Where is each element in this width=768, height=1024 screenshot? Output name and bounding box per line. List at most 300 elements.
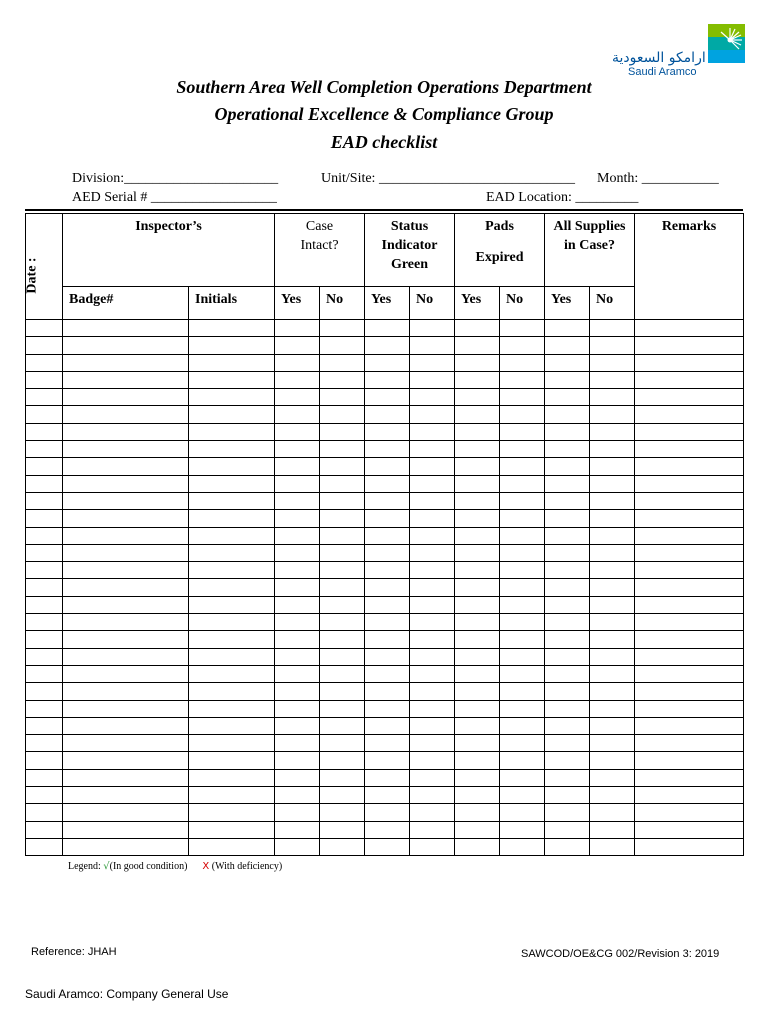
date-cell[interactable] bbox=[26, 562, 63, 579]
supplies-no-cell[interactable] bbox=[590, 354, 635, 371]
status-yes-cell[interactable] bbox=[365, 406, 410, 423]
initials-cell[interactable] bbox=[189, 441, 275, 458]
badge-cell[interactable] bbox=[63, 821, 189, 838]
unit-site-field[interactable]: Unit/Site: ____________________________ bbox=[321, 171, 575, 186]
badge-cell[interactable] bbox=[63, 354, 189, 371]
status-no-cell[interactable] bbox=[410, 804, 455, 821]
month-field[interactable]: Month: ___________ bbox=[597, 171, 719, 186]
status-no-cell[interactable] bbox=[410, 527, 455, 544]
status-no-cell[interactable] bbox=[410, 631, 455, 648]
pads-no-cell[interactable] bbox=[500, 665, 545, 682]
case-yes-cell[interactable] bbox=[275, 320, 320, 337]
badge-cell[interactable] bbox=[63, 458, 189, 475]
date-cell[interactable] bbox=[26, 510, 63, 527]
supplies-no-cell[interactable] bbox=[590, 562, 635, 579]
initials-cell[interactable] bbox=[189, 510, 275, 527]
badge-cell[interactable] bbox=[63, 648, 189, 665]
supplies-yes-cell[interactable] bbox=[545, 717, 590, 734]
date-cell[interactable] bbox=[26, 683, 63, 700]
case-yes-cell[interactable] bbox=[275, 821, 320, 838]
remarks-cell[interactable] bbox=[635, 717, 744, 734]
initials-cell[interactable] bbox=[189, 804, 275, 821]
pads-no-cell[interactable] bbox=[500, 441, 545, 458]
supplies-yes-cell[interactable] bbox=[545, 527, 590, 544]
remarks-cell[interactable] bbox=[635, 320, 744, 337]
pads-no-cell[interactable] bbox=[500, 320, 545, 337]
date-cell[interactable] bbox=[26, 787, 63, 804]
badge-cell[interactable] bbox=[63, 475, 189, 492]
status-no-cell[interactable] bbox=[410, 700, 455, 717]
supplies-no-cell[interactable] bbox=[590, 492, 635, 509]
supplies-yes-cell[interactable] bbox=[545, 683, 590, 700]
status-no-cell[interactable] bbox=[410, 752, 455, 769]
status-yes-cell[interactable] bbox=[365, 596, 410, 613]
initials-cell[interactable] bbox=[189, 631, 275, 648]
case-yes-cell[interactable] bbox=[275, 787, 320, 804]
case-yes-cell[interactable] bbox=[275, 614, 320, 631]
remarks-cell[interactable] bbox=[635, 769, 744, 786]
remarks-cell[interactable] bbox=[635, 752, 744, 769]
status-yes-cell[interactable] bbox=[365, 769, 410, 786]
status-no-cell[interactable] bbox=[410, 648, 455, 665]
case-no-cell[interactable] bbox=[320, 510, 365, 527]
date-cell[interactable] bbox=[26, 527, 63, 544]
badge-cell[interactable] bbox=[63, 683, 189, 700]
supplies-yes-cell[interactable] bbox=[545, 769, 590, 786]
status-yes-cell[interactable] bbox=[365, 544, 410, 561]
supplies-yes-cell[interactable] bbox=[545, 423, 590, 440]
badge-cell[interactable] bbox=[63, 596, 189, 613]
case-yes-cell[interactable] bbox=[275, 648, 320, 665]
supplies-no-cell[interactable] bbox=[590, 389, 635, 406]
status-yes-cell[interactable] bbox=[365, 717, 410, 734]
supplies-yes-cell[interactable] bbox=[545, 441, 590, 458]
initials-cell[interactable] bbox=[189, 389, 275, 406]
supplies-no-cell[interactable] bbox=[590, 320, 635, 337]
supplies-yes-cell[interactable] bbox=[545, 544, 590, 561]
pads-no-cell[interactable] bbox=[500, 787, 545, 804]
date-cell[interactable] bbox=[26, 596, 63, 613]
supplies-yes-cell[interactable] bbox=[545, 562, 590, 579]
date-cell[interactable] bbox=[26, 614, 63, 631]
date-cell[interactable] bbox=[26, 717, 63, 734]
pads-no-cell[interactable] bbox=[500, 769, 545, 786]
date-cell[interactable] bbox=[26, 735, 63, 752]
initials-cell[interactable] bbox=[189, 354, 275, 371]
badge-cell[interactable] bbox=[63, 371, 189, 388]
pads-yes-cell[interactable] bbox=[455, 665, 500, 682]
initials-cell[interactable] bbox=[189, 406, 275, 423]
remarks-cell[interactable] bbox=[635, 648, 744, 665]
status-no-cell[interactable] bbox=[410, 475, 455, 492]
pads-yes-cell[interactable] bbox=[455, 320, 500, 337]
remarks-cell[interactable] bbox=[635, 787, 744, 804]
case-no-cell[interactable] bbox=[320, 631, 365, 648]
pads-no-cell[interactable] bbox=[500, 458, 545, 475]
status-yes-cell[interactable] bbox=[365, 735, 410, 752]
date-cell[interactable] bbox=[26, 337, 63, 354]
supplies-no-cell[interactable] bbox=[590, 441, 635, 458]
date-cell[interactable] bbox=[26, 354, 63, 371]
supplies-yes-cell[interactable] bbox=[545, 510, 590, 527]
supplies-no-cell[interactable] bbox=[590, 717, 635, 734]
pads-no-cell[interactable] bbox=[500, 596, 545, 613]
date-cell[interactable] bbox=[26, 579, 63, 596]
case-no-cell[interactable] bbox=[320, 579, 365, 596]
pads-yes-cell[interactable] bbox=[455, 614, 500, 631]
date-cell[interactable] bbox=[26, 389, 63, 406]
remarks-cell[interactable] bbox=[635, 596, 744, 613]
badge-cell[interactable] bbox=[63, 423, 189, 440]
case-yes-cell[interactable] bbox=[275, 441, 320, 458]
supplies-no-cell[interactable] bbox=[590, 769, 635, 786]
supplies-no-cell[interactable] bbox=[590, 458, 635, 475]
initials-cell[interactable] bbox=[189, 337, 275, 354]
case-no-cell[interactable] bbox=[320, 527, 365, 544]
badge-cell[interactable] bbox=[63, 337, 189, 354]
pads-yes-cell[interactable] bbox=[455, 562, 500, 579]
initials-cell[interactable] bbox=[189, 648, 275, 665]
pads-yes-cell[interactable] bbox=[455, 838, 500, 855]
remarks-cell[interactable] bbox=[635, 631, 744, 648]
badge-cell[interactable] bbox=[63, 838, 189, 855]
status-no-cell[interactable] bbox=[410, 838, 455, 855]
status-no-cell[interactable] bbox=[410, 389, 455, 406]
initials-cell[interactable] bbox=[189, 544, 275, 561]
date-cell[interactable] bbox=[26, 441, 63, 458]
status-yes-cell[interactable] bbox=[365, 320, 410, 337]
remarks-cell[interactable] bbox=[635, 527, 744, 544]
status-yes-cell[interactable] bbox=[365, 787, 410, 804]
case-no-cell[interactable] bbox=[320, 492, 365, 509]
status-no-cell[interactable] bbox=[410, 735, 455, 752]
case-yes-cell[interactable] bbox=[275, 804, 320, 821]
supplies-yes-cell[interactable] bbox=[545, 354, 590, 371]
case-no-cell[interactable] bbox=[320, 838, 365, 855]
supplies-yes-cell[interactable] bbox=[545, 665, 590, 682]
status-yes-cell[interactable] bbox=[365, 527, 410, 544]
pads-yes-cell[interactable] bbox=[455, 510, 500, 527]
status-yes-cell[interactable] bbox=[365, 337, 410, 354]
remarks-cell[interactable] bbox=[635, 562, 744, 579]
pads-yes-cell[interactable] bbox=[455, 544, 500, 561]
supplies-no-cell[interactable] bbox=[590, 614, 635, 631]
pads-yes-cell[interactable] bbox=[455, 458, 500, 475]
status-no-cell[interactable] bbox=[410, 665, 455, 682]
case-yes-cell[interactable] bbox=[275, 665, 320, 682]
status-no-cell[interactable] bbox=[410, 544, 455, 561]
status-no-cell[interactable] bbox=[410, 492, 455, 509]
badge-cell[interactable] bbox=[63, 579, 189, 596]
initials-cell[interactable] bbox=[189, 683, 275, 700]
supplies-no-cell[interactable] bbox=[590, 821, 635, 838]
case-yes-cell[interactable] bbox=[275, 735, 320, 752]
supplies-yes-cell[interactable] bbox=[545, 579, 590, 596]
case-yes-cell[interactable] bbox=[275, 769, 320, 786]
status-no-cell[interactable] bbox=[410, 510, 455, 527]
supplies-yes-cell[interactable] bbox=[545, 492, 590, 509]
status-no-cell[interactable] bbox=[410, 406, 455, 423]
status-yes-cell[interactable] bbox=[365, 579, 410, 596]
case-yes-cell[interactable] bbox=[275, 527, 320, 544]
badge-cell[interactable] bbox=[63, 510, 189, 527]
remarks-cell[interactable] bbox=[635, 544, 744, 561]
remarks-cell[interactable] bbox=[635, 406, 744, 423]
case-yes-cell[interactable] bbox=[275, 596, 320, 613]
initials-cell[interactable] bbox=[189, 700, 275, 717]
pads-yes-cell[interactable] bbox=[455, 406, 500, 423]
supplies-yes-cell[interactable] bbox=[545, 337, 590, 354]
status-no-cell[interactable] bbox=[410, 787, 455, 804]
pads-no-cell[interactable] bbox=[500, 614, 545, 631]
initials-cell[interactable] bbox=[189, 527, 275, 544]
case-yes-cell[interactable] bbox=[275, 683, 320, 700]
status-yes-cell[interactable] bbox=[365, 683, 410, 700]
remarks-cell[interactable] bbox=[635, 337, 744, 354]
badge-cell[interactable] bbox=[63, 665, 189, 682]
status-yes-cell[interactable] bbox=[365, 441, 410, 458]
supplies-yes-cell[interactable] bbox=[545, 735, 590, 752]
case-no-cell[interactable] bbox=[320, 717, 365, 734]
case-no-cell[interactable] bbox=[320, 769, 365, 786]
supplies-no-cell[interactable] bbox=[590, 475, 635, 492]
status-no-cell[interactable] bbox=[410, 371, 455, 388]
pads-yes-cell[interactable] bbox=[455, 735, 500, 752]
supplies-no-cell[interactable] bbox=[590, 423, 635, 440]
status-yes-cell[interactable] bbox=[365, 631, 410, 648]
pads-no-cell[interactable] bbox=[500, 527, 545, 544]
remarks-cell[interactable] bbox=[635, 371, 744, 388]
case-yes-cell[interactable] bbox=[275, 838, 320, 855]
initials-cell[interactable] bbox=[189, 614, 275, 631]
remarks-cell[interactable] bbox=[635, 354, 744, 371]
pads-yes-cell[interactable] bbox=[455, 441, 500, 458]
pads-yes-cell[interactable] bbox=[455, 631, 500, 648]
pads-no-cell[interactable] bbox=[500, 423, 545, 440]
status-yes-cell[interactable] bbox=[365, 354, 410, 371]
supplies-yes-cell[interactable] bbox=[545, 371, 590, 388]
remarks-cell[interactable] bbox=[635, 510, 744, 527]
case-yes-cell[interactable] bbox=[275, 458, 320, 475]
case-yes-cell[interactable] bbox=[275, 354, 320, 371]
pads-yes-cell[interactable] bbox=[455, 769, 500, 786]
case-no-cell[interactable] bbox=[320, 458, 365, 475]
initials-cell[interactable] bbox=[189, 579, 275, 596]
pads-yes-cell[interactable] bbox=[455, 492, 500, 509]
case-yes-cell[interactable] bbox=[275, 510, 320, 527]
initials-cell[interactable] bbox=[189, 838, 275, 855]
supplies-no-cell[interactable] bbox=[590, 700, 635, 717]
pads-yes-cell[interactable] bbox=[455, 717, 500, 734]
status-no-cell[interactable] bbox=[410, 683, 455, 700]
supplies-no-cell[interactable] bbox=[590, 683, 635, 700]
badge-cell[interactable] bbox=[63, 631, 189, 648]
pads-no-cell[interactable] bbox=[500, 717, 545, 734]
supplies-no-cell[interactable] bbox=[590, 665, 635, 682]
status-no-cell[interactable] bbox=[410, 441, 455, 458]
case-no-cell[interactable] bbox=[320, 596, 365, 613]
case-yes-cell[interactable] bbox=[275, 717, 320, 734]
supplies-yes-cell[interactable] bbox=[545, 475, 590, 492]
status-no-cell[interactable] bbox=[410, 579, 455, 596]
supplies-no-cell[interactable] bbox=[590, 544, 635, 561]
pads-no-cell[interactable] bbox=[500, 492, 545, 509]
date-cell[interactable] bbox=[26, 700, 63, 717]
case-no-cell[interactable] bbox=[320, 475, 365, 492]
remarks-cell[interactable] bbox=[635, 492, 744, 509]
supplies-yes-cell[interactable] bbox=[545, 406, 590, 423]
case-yes-cell[interactable] bbox=[275, 631, 320, 648]
supplies-no-cell[interactable] bbox=[590, 527, 635, 544]
pads-yes-cell[interactable] bbox=[455, 596, 500, 613]
initials-cell[interactable] bbox=[189, 717, 275, 734]
supplies-no-cell[interactable] bbox=[590, 371, 635, 388]
pads-no-cell[interactable] bbox=[500, 354, 545, 371]
case-no-cell[interactable] bbox=[320, 371, 365, 388]
ead-location-field[interactable]: EAD Location: _________ bbox=[486, 190, 639, 205]
status-yes-cell[interactable] bbox=[365, 492, 410, 509]
supplies-no-cell[interactable] bbox=[590, 804, 635, 821]
supplies-no-cell[interactable] bbox=[590, 787, 635, 804]
status-no-cell[interactable] bbox=[410, 821, 455, 838]
supplies-yes-cell[interactable] bbox=[545, 838, 590, 855]
date-cell[interactable] bbox=[26, 648, 63, 665]
supplies-no-cell[interactable] bbox=[590, 406, 635, 423]
case-yes-cell[interactable] bbox=[275, 492, 320, 509]
supplies-yes-cell[interactable] bbox=[545, 787, 590, 804]
case-no-cell[interactable] bbox=[320, 614, 365, 631]
badge-cell[interactable] bbox=[63, 614, 189, 631]
case-no-cell[interactable] bbox=[320, 354, 365, 371]
initials-cell[interactable] bbox=[189, 821, 275, 838]
remarks-cell[interactable] bbox=[635, 441, 744, 458]
badge-cell[interactable] bbox=[63, 787, 189, 804]
date-cell[interactable] bbox=[26, 458, 63, 475]
status-yes-cell[interactable] bbox=[365, 752, 410, 769]
date-cell[interactable] bbox=[26, 371, 63, 388]
supplies-yes-cell[interactable] bbox=[545, 631, 590, 648]
pads-no-cell[interactable] bbox=[500, 510, 545, 527]
pads-yes-cell[interactable] bbox=[455, 354, 500, 371]
pads-yes-cell[interactable] bbox=[455, 337, 500, 354]
initials-cell[interactable] bbox=[189, 596, 275, 613]
remarks-cell[interactable] bbox=[635, 458, 744, 475]
pads-no-cell[interactable] bbox=[500, 683, 545, 700]
case-yes-cell[interactable] bbox=[275, 389, 320, 406]
status-yes-cell[interactable] bbox=[365, 510, 410, 527]
status-yes-cell[interactable] bbox=[365, 423, 410, 440]
date-cell[interactable] bbox=[26, 838, 63, 855]
case-no-cell[interactable] bbox=[320, 648, 365, 665]
supplies-no-cell[interactable] bbox=[590, 579, 635, 596]
supplies-yes-cell[interactable] bbox=[545, 821, 590, 838]
pads-no-cell[interactable] bbox=[500, 735, 545, 752]
pads-no-cell[interactable] bbox=[500, 752, 545, 769]
initials-cell[interactable] bbox=[189, 769, 275, 786]
badge-cell[interactable] bbox=[63, 406, 189, 423]
case-no-cell[interactable] bbox=[320, 700, 365, 717]
badge-cell[interactable] bbox=[63, 804, 189, 821]
pads-yes-cell[interactable] bbox=[455, 423, 500, 440]
pads-yes-cell[interactable] bbox=[455, 475, 500, 492]
status-no-cell[interactable] bbox=[410, 614, 455, 631]
supplies-yes-cell[interactable] bbox=[545, 320, 590, 337]
case-no-cell[interactable] bbox=[320, 441, 365, 458]
status-no-cell[interactable] bbox=[410, 562, 455, 579]
case-yes-cell[interactable] bbox=[275, 475, 320, 492]
initials-cell[interactable] bbox=[189, 320, 275, 337]
status-no-cell[interactable] bbox=[410, 423, 455, 440]
case-no-cell[interactable] bbox=[320, 406, 365, 423]
pads-yes-cell[interactable] bbox=[455, 389, 500, 406]
supplies-no-cell[interactable] bbox=[590, 648, 635, 665]
initials-cell[interactable] bbox=[189, 665, 275, 682]
case-no-cell[interactable] bbox=[320, 665, 365, 682]
case-no-cell[interactable] bbox=[320, 752, 365, 769]
pads-no-cell[interactable] bbox=[500, 544, 545, 561]
pads-no-cell[interactable] bbox=[500, 838, 545, 855]
initials-cell[interactable] bbox=[189, 423, 275, 440]
badge-cell[interactable] bbox=[63, 544, 189, 561]
pads-yes-cell[interactable] bbox=[455, 752, 500, 769]
case-no-cell[interactable] bbox=[320, 320, 365, 337]
pads-yes-cell[interactable] bbox=[455, 371, 500, 388]
status-yes-cell[interactable] bbox=[365, 614, 410, 631]
status-no-cell[interactable] bbox=[410, 320, 455, 337]
date-cell[interactable] bbox=[26, 320, 63, 337]
initials-cell[interactable] bbox=[189, 371, 275, 388]
badge-cell[interactable] bbox=[63, 717, 189, 734]
pads-yes-cell[interactable] bbox=[455, 804, 500, 821]
case-no-cell[interactable] bbox=[320, 389, 365, 406]
case-yes-cell[interactable] bbox=[275, 337, 320, 354]
badge-cell[interactable] bbox=[63, 735, 189, 752]
pads-no-cell[interactable] bbox=[500, 406, 545, 423]
case-no-cell[interactable] bbox=[320, 804, 365, 821]
badge-cell[interactable] bbox=[63, 752, 189, 769]
badge-cell[interactable] bbox=[63, 527, 189, 544]
aed-serial-field[interactable]: AED Serial # __________________ bbox=[72, 190, 277, 205]
date-cell[interactable] bbox=[26, 492, 63, 509]
case-yes-cell[interactable] bbox=[275, 544, 320, 561]
pads-yes-cell[interactable] bbox=[455, 579, 500, 596]
remarks-cell[interactable] bbox=[635, 475, 744, 492]
date-cell[interactable] bbox=[26, 631, 63, 648]
pads-no-cell[interactable] bbox=[500, 475, 545, 492]
badge-cell[interactable] bbox=[63, 389, 189, 406]
supplies-no-cell[interactable] bbox=[590, 510, 635, 527]
pads-no-cell[interactable] bbox=[500, 562, 545, 579]
status-yes-cell[interactable] bbox=[365, 648, 410, 665]
case-no-cell[interactable] bbox=[320, 683, 365, 700]
supplies-yes-cell[interactable] bbox=[545, 804, 590, 821]
pads-yes-cell[interactable] bbox=[455, 527, 500, 544]
date-cell[interactable] bbox=[26, 475, 63, 492]
case-no-cell[interactable] bbox=[320, 562, 365, 579]
status-no-cell[interactable] bbox=[410, 769, 455, 786]
case-yes-cell[interactable] bbox=[275, 752, 320, 769]
status-yes-cell[interactable] bbox=[365, 389, 410, 406]
date-cell[interactable] bbox=[26, 544, 63, 561]
case-yes-cell[interactable] bbox=[275, 406, 320, 423]
supplies-yes-cell[interactable] bbox=[545, 389, 590, 406]
supplies-yes-cell[interactable] bbox=[545, 614, 590, 631]
status-yes-cell[interactable] bbox=[365, 821, 410, 838]
pads-no-cell[interactable] bbox=[500, 631, 545, 648]
supplies-yes-cell[interactable] bbox=[545, 648, 590, 665]
initials-cell[interactable] bbox=[189, 475, 275, 492]
case-yes-cell[interactable] bbox=[275, 562, 320, 579]
